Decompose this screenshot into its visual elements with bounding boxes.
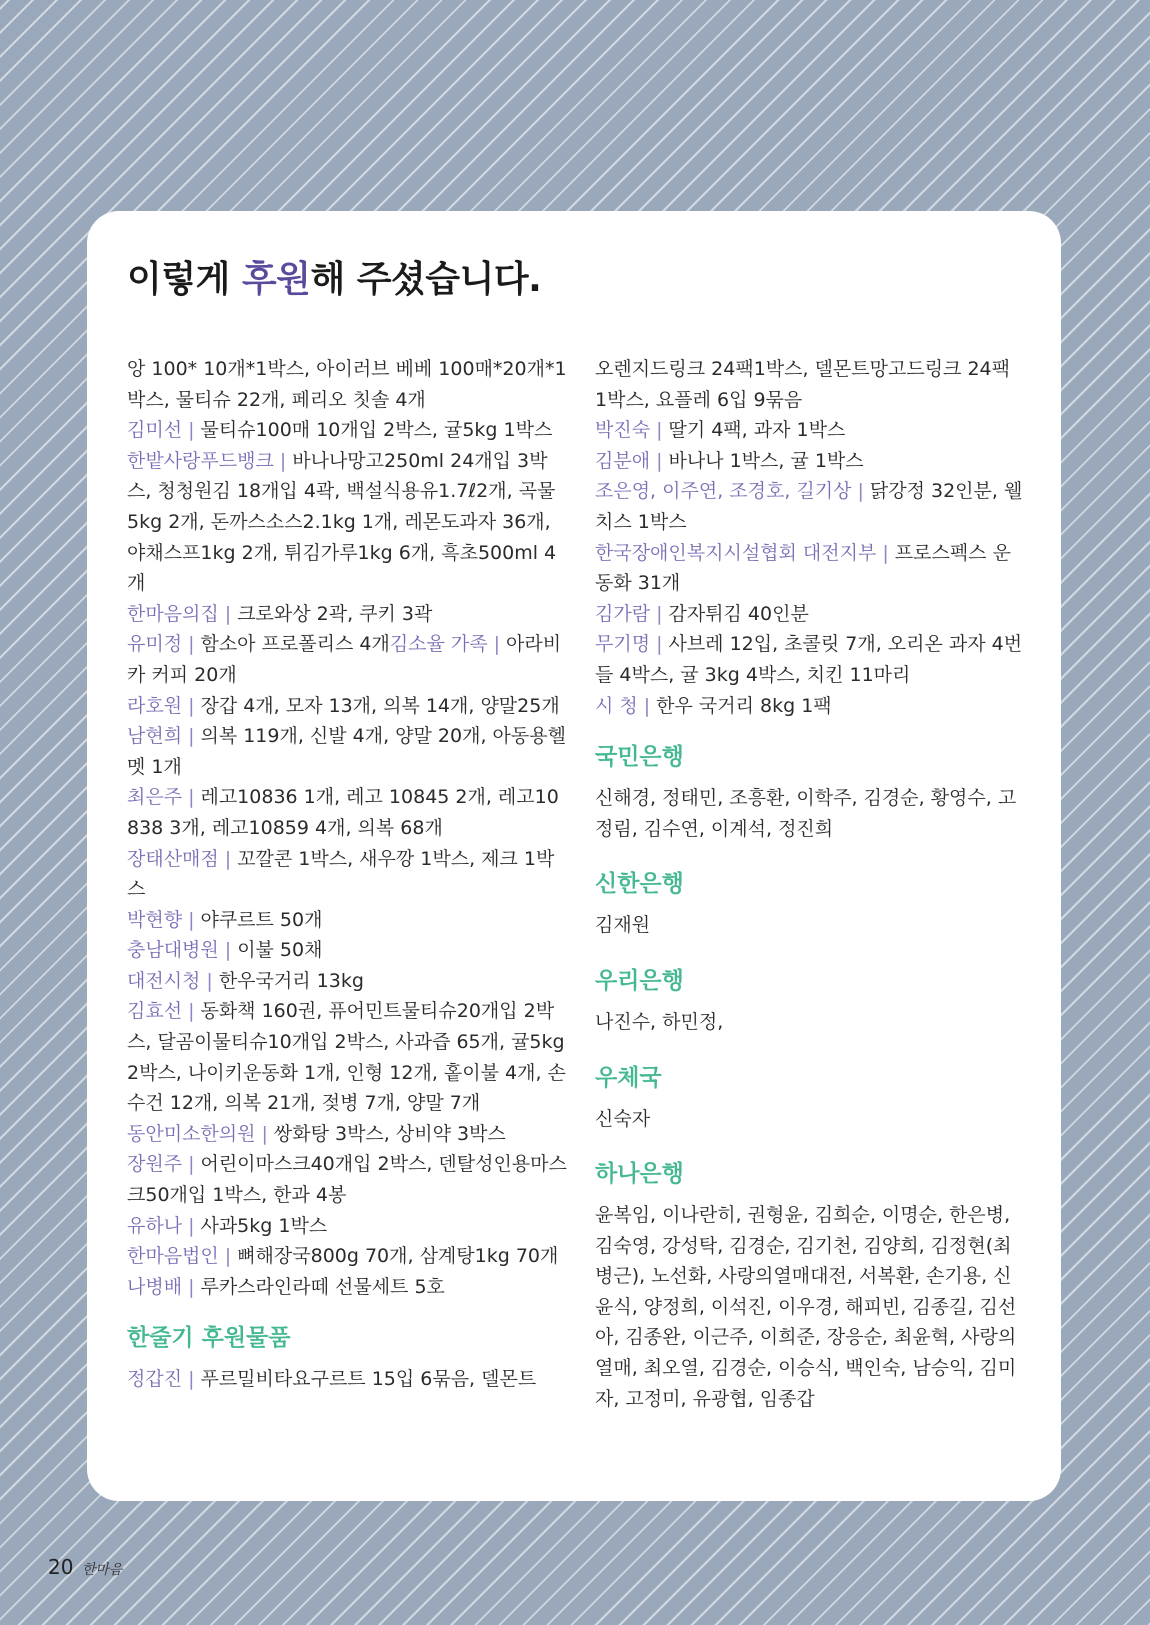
page-footer bbox=[48, 1555, 122, 1579]
donor-entry bbox=[127, 1272, 567, 1303]
bank-donor-names: 윤복임, 이나란히, 권형윤, 김희순, 이명순, 한은병, 김숙영, 강성탁, 김경순, 김기천, 김양희, 김정현(최병근), 노선화, 사랑의열매대전, 서복환, 손기용, 신윤식, 양정희, 이석진, 이우경, 해피빈, 김종길, 김선아, 김종완, 이근주, 이희준, 장응순, 최윤혁, 사랑의열매, 최오열, 김경순, 이승식, 백인숙, 남승익, 김미자, 고정미, 유광협, 임종갑 bbox=[595, 1204, 1017, 1410]
donor-entry bbox=[127, 415, 567, 446]
donor-items: 한우국거리 13kg bbox=[218, 969, 364, 992]
donor-items: 바나나 1박스, 귤 1박스 bbox=[668, 449, 864, 472]
separator: | bbox=[188, 725, 195, 748]
donor-name: 최은주 bbox=[127, 786, 183, 809]
donor-items: 장갑 4개, 모자 13개, 의복 14개, 양말25개 bbox=[200, 694, 560, 717]
donor-name: 한국장애인복지시설협회 대전지부 bbox=[595, 541, 877, 564]
magazine-logo: 한마음 bbox=[81, 1562, 123, 1578]
separator: | bbox=[188, 1275, 195, 1298]
donor-name: 시 청 bbox=[595, 694, 638, 717]
donor-items: 함소아 프로폴리스 4개 bbox=[200, 633, 390, 656]
donor-name: 박진숙 bbox=[595, 419, 651, 442]
donor-items: 야쿠르트 50개 bbox=[200, 908, 323, 931]
donor-name: 남현희 bbox=[127, 725, 183, 748]
separator: | bbox=[656, 633, 663, 656]
donor-name: 박현향 bbox=[127, 908, 183, 931]
right-column bbox=[595, 354, 1025, 1436]
donor-name: 김미선 bbox=[127, 419, 183, 442]
continued-text: 오렌지드링크 24팩1박스, 델몬트망고드링크 24팩 1박스, 요플레 6입 9묶음 bbox=[595, 358, 1010, 411]
donor-entry bbox=[595, 691, 1025, 722]
separator: | bbox=[224, 939, 232, 962]
donor-entry bbox=[127, 1241, 567, 1272]
separator: | bbox=[857, 480, 864, 503]
bank-title: 하나은행 bbox=[595, 1161, 684, 1188]
donor-entry bbox=[595, 446, 1025, 477]
separator: | bbox=[206, 969, 213, 992]
bank-title: 신한은행 bbox=[595, 871, 684, 898]
donor-items: 감자튀김 40인분 bbox=[668, 602, 809, 625]
bank-donor-names: 나진수, 하민정, bbox=[595, 1010, 724, 1033]
donor-items: 한우 국거리 8kg 1팩 bbox=[656, 694, 832, 717]
donor-items: 루카스라인라떼 선물세트 5호 bbox=[200, 1275, 445, 1298]
donor-name: 한밭사랑푸드뱅크 bbox=[127, 449, 274, 472]
separator: | bbox=[882, 541, 889, 564]
donor-items: 사과5kg 1박스 bbox=[200, 1214, 328, 1237]
donor-items: 의복 119개, 신발 4개, 양말 20개, 아동용헬멧 1개 bbox=[127, 725, 566, 778]
separator: | bbox=[188, 786, 195, 809]
separator: | bbox=[188, 419, 195, 442]
separator: | bbox=[493, 633, 501, 656]
donor-entry bbox=[127, 1211, 567, 1242]
donor-items: 아라비카 커피 20개 bbox=[127, 633, 562, 686]
donor-entry bbox=[127, 782, 567, 843]
donor-items: 푸르밀비타요구르트 15입 6묶음, 델몬트 bbox=[200, 1368, 537, 1391]
donor-entry bbox=[127, 629, 567, 690]
donor-entry bbox=[127, 446, 567, 599]
donor-items: 뼈해장국800g 70개, 삼계탕1kg 70개 bbox=[237, 1245, 559, 1268]
page-number: 20 bbox=[48, 1555, 74, 1579]
donor-items: 쌍화탕 3박스, 상비약 3박스 bbox=[273, 1122, 506, 1145]
title-highlight: 후원 bbox=[241, 259, 311, 300]
donor-name: 김효선 bbox=[127, 1000, 183, 1023]
donor-name: 대전시청 bbox=[127, 969, 201, 992]
donor-name: 유미정 bbox=[127, 633, 183, 656]
donor-items: 바나나망고250ml 24개입 3박스, 청청원김 18개입 4곽, 백설식용유1.7ℓ2개, 곡물5kg 2개, 돈까스소스2.1kg 1개, 레몬도과자 36개, 야채스프1kg 2개, 튀김가루1kg 6개, 흑초500ml 4개 bbox=[127, 449, 557, 595]
donor-items: 레고10836 1개, 레고 10845 2개, 레고10838 3개, 레고10859 4개, 의복 68개 bbox=[127, 786, 559, 839]
left-column bbox=[127, 354, 567, 1395]
bank-list bbox=[595, 739, 1025, 1414]
donor-name: 무기명 bbox=[595, 633, 651, 656]
donor-name: 충남대병원 bbox=[127, 939, 219, 962]
separator: | bbox=[188, 1000, 195, 1023]
bank-title: 국민은행 bbox=[595, 744, 684, 771]
donor-entry bbox=[595, 538, 1025, 599]
donor-name: 김가람 bbox=[595, 602, 651, 625]
donor-items: 어린이마스크40개입 2박스, 덴탈성인용마스크50개입 1박스, 한과 4봉 bbox=[127, 1153, 567, 1207]
donor-name: 한마음의집 bbox=[127, 602, 219, 625]
donor-items: 동화책 160권, 퓨어민트물티슈20개입 2박스, 달곰이물티슈10개입 2박스, 사과즙 65개, 귤5kg 2박스, 나이키운동화 1개, 인형 12개, 홑이불 4개, 손수건 12개, 의복 21개, 젖병 7개, 양말 7개 bbox=[127, 1000, 566, 1115]
title-text-end: 해 주셨습니다. bbox=[310, 259, 542, 300]
separator: | bbox=[261, 1122, 268, 1145]
left-donor-list bbox=[127, 415, 567, 1302]
right-donor-list bbox=[595, 415, 1025, 721]
separator: | bbox=[188, 633, 195, 656]
donor-entry bbox=[127, 599, 567, 630]
donor-name: 정갑진 bbox=[127, 1368, 183, 1391]
donor-name: 한마음법인 bbox=[127, 1245, 219, 1268]
title-text: 이렇게 bbox=[127, 259, 242, 300]
content-card bbox=[87, 211, 1061, 1501]
bank-title: 우리은행 bbox=[595, 967, 684, 994]
donor-items: 사브레 12입, 초콜릿 7개, 오리온 과자 4번들 4박스, 귤 3kg 4박스, 치킨 11마리 bbox=[595, 633, 1023, 686]
donor-name: 장태산매점 bbox=[127, 847, 219, 870]
donor-entry bbox=[127, 1119, 567, 1150]
donor-name: 동안미소한의원 bbox=[127, 1122, 256, 1145]
separator: | bbox=[224, 1245, 232, 1268]
donor-items: 닭강정 32인분, 웰치스 1박스 bbox=[595, 480, 1023, 533]
donor-items: 물티슈100매 10개입 2박스, 귤5kg 1박스 bbox=[200, 419, 553, 442]
separator: | bbox=[224, 847, 232, 870]
separator: | bbox=[656, 449, 663, 472]
bank-title: 우체국 bbox=[595, 1064, 662, 1091]
donor-entry bbox=[127, 905, 567, 936]
donor-entry bbox=[595, 476, 1025, 537]
separator: | bbox=[643, 694, 651, 717]
donor-items: 프로스펙스 운동화 31개 bbox=[595, 541, 1011, 595]
donor-name: 나병배 bbox=[127, 1275, 183, 1298]
donor-name: 김소율 가족 bbox=[389, 633, 488, 656]
donor-entry bbox=[127, 966, 567, 997]
donor-entry bbox=[127, 1364, 567, 1395]
donor-entry bbox=[127, 721, 567, 782]
donor-entry bbox=[595, 599, 1025, 630]
donor-entry bbox=[595, 629, 1025, 690]
donor-name: 라호원 bbox=[127, 694, 183, 717]
separator: | bbox=[188, 908, 195, 931]
donor-name: 김분애 bbox=[595, 449, 651, 472]
donor-items: 크로와상 2곽, 쿠키 3곽 bbox=[237, 602, 433, 625]
section-title: 한줄기 후원물품 bbox=[127, 1325, 291, 1352]
donor-entry bbox=[127, 996, 567, 1118]
donor-entry bbox=[127, 1149, 567, 1210]
separator: | bbox=[188, 1214, 195, 1237]
bank-donor-names: 김재원 bbox=[595, 914, 651, 937]
donor-entry bbox=[595, 415, 1025, 446]
separator: | bbox=[656, 419, 663, 442]
donor-items: 꼬깔콘 1박스, 새우깡 1박스, 제크 1박스 bbox=[127, 847, 555, 901]
donor-items: 이불 50채 bbox=[237, 939, 323, 962]
donor-entry bbox=[127, 935, 567, 966]
page-title bbox=[127, 251, 541, 302]
bank-donor-names: 신해경, 정태민, 조흥환, 이학주, 김경순, 황영수, 고정림, 김수연, 이계석, 정진희 bbox=[595, 787, 1017, 840]
bank-donor-names: 신숙자 bbox=[595, 1107, 651, 1130]
separator: | bbox=[656, 602, 663, 625]
separator: | bbox=[224, 602, 232, 625]
donor-items: 딸기 4팩, 과자 1박스 bbox=[668, 419, 846, 442]
intro-text: 앙 100* 10개*1박스, 아이러브 베베 100매*20개*1박스, 물티슈 22개, 페리오 칫솔 4개 bbox=[127, 358, 567, 411]
separator: | bbox=[188, 1368, 195, 1391]
separator: | bbox=[188, 694, 195, 717]
separator: | bbox=[279, 449, 287, 472]
donor-entry bbox=[127, 691, 567, 722]
donor-name: 조은영, 이주연, 조경호, 길기상 bbox=[595, 480, 852, 503]
separator: | bbox=[188, 1153, 195, 1176]
donor-name: 장원주 bbox=[127, 1153, 183, 1176]
donor-name: 유하나 bbox=[127, 1214, 183, 1237]
donor-entry bbox=[127, 844, 567, 905]
